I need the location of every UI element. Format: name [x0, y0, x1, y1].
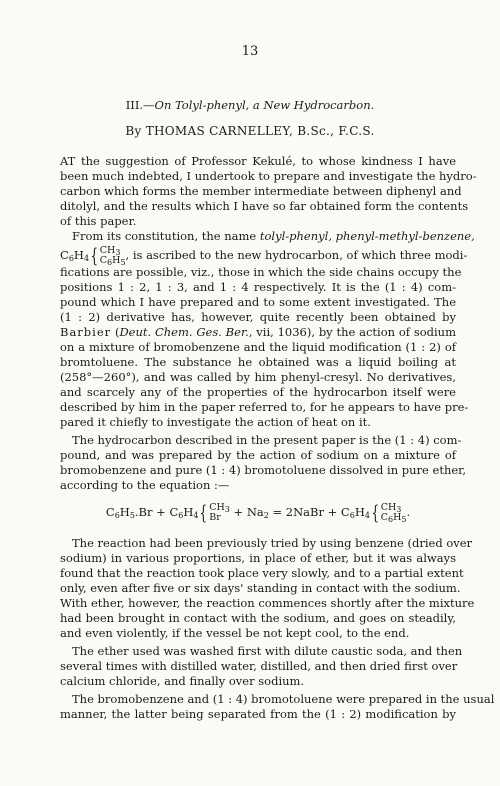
author-line: By THOMAS CARNELLEY, B.Sc., F.C.S. [125, 124, 375, 138]
p2-line-13: pared it chiefly to investigate the action of heat on it. [60, 415, 371, 429]
p2-formula-line: $C_6H_4${ $CH_3$ $C_6H_5$, is ascribed to the new hydrocarbon, of which three modi- [60, 243, 468, 267]
p2-line-10: (258°—260°), and was called by him phenyl-cresyl. No derivatives, [60, 370, 456, 384]
p5-line-1: The ether used was washed first with dilute caustic soda, and then [72, 644, 463, 658]
p2-line-8: on a mixture of bromobenzene and the liquid modification (1 : 2) of [60, 340, 456, 354]
p3-line-1: The hydrocarbon described in the present paper is the (1 : 4) com- [72, 433, 462, 447]
p6-line-2: manner, the latter being separated from the (1 : 2) modification by [60, 707, 456, 721]
p2-line-6: (1 : 2) derivative has, however, quite recently been obtained by [60, 310, 456, 324]
p3-line-4: according to the equation :— [60, 478, 230, 492]
p1-line-1: AT the suggestion of Professor Kekulé, to whose kindness I have [60, 154, 456, 168]
p4-line-6: had been brought in contact with the sodium, and goes on steadily, [60, 611, 456, 625]
p5-line-2: several times with distilled water, distilled, and then dried first over [60, 659, 458, 673]
p4-line-1: The reaction had been previously tried by using benzene (dried over [72, 536, 473, 550]
p2-line-12: described by him in the paper referred to, for he appears to have pre- [60, 400, 469, 414]
p1-line-3: carbon which forms the member intermediate between diphenyl and [60, 184, 462, 198]
p2-line-5: pound which I have prepared and to some extent investigated. The [60, 295, 456, 309]
p6-line-1: The bromobenzene and (1 : 4) bromotoluene were prepared in the usual [72, 692, 495, 706]
p2-line-3: fications are possible, viz., those in which the side chains occupy the [60, 265, 462, 279]
p2-line-1: From its constitution, the name tolyl-phenyl, phenyl-methyl-benzene, [72, 229, 475, 243]
p3-line-2: pound, and was prepared by the action of sodium on a mixture of [60, 448, 456, 462]
p4-line-4: only, even after five or six days' standing in contact with the sodium. [60, 581, 461, 595]
p2-line-4: positions 1 : 2, 1 : 3, and 1 : 4 respectively. It is the (1 : 4) com- [60, 280, 456, 294]
p2-line-7: Barbier (Deut. Chem. Ges. Ber., vii, 1036), by the action of sodium [60, 325, 456, 339]
p5-line-3: calcium chloride, and finally over sodium. [60, 674, 305, 688]
p1-line-5: of this paper. [60, 214, 137, 228]
p2-line-11: and scarcely any of the properties of the hydrocarbon itself were [60, 385, 456, 399]
p1-line-2: been much indebted, I undertook to prepare and investigate the hydro- [60, 169, 477, 183]
compound-names: tolyl-phenyl, phenyl-methyl-benzene, [259, 229, 475, 243]
title-prefix: III.— [125, 98, 155, 112]
p4-line-3: found that the reaction took place very slowly, and to a partial extent [60, 566, 464, 580]
p4-line-2: sodium) in various proportions, in place of ether, but it was always [60, 551, 456, 565]
article-title [0, 98, 500, 112]
reaction-equation: $C_6H_5.Br + C_6H_4${ $CH_3$ $Br + Na_2$ = 2NaBr + $C_6H_4${ $CH_3$ $C_6H_5$. [105, 500, 411, 524]
page-number: 13 [241, 44, 259, 59]
formula: $C_6H_4${ $CH_3$ $C_6H_5$ [60, 243, 126, 267]
title-text: On Tolyl-phenyl, a New Hydrocarbon. [154, 98, 375, 112]
p4-line-5: With ether, however, the reaction commences shortly after the mixture [60, 596, 475, 610]
p2-line-9: bromtoluene. The substance he obtained was a liquid boiling at [60, 355, 456, 369]
p3-line-3: bromobenzene and pure (1 : 4) bromotoluene dissolved in pure ether, [60, 463, 467, 477]
p4-line-7: and even violently, if the vessel be not kept cool, to the end. [60, 626, 410, 640]
p1-line-4: ditolyl, and the results which I have so far obtained form the contents [60, 199, 469, 213]
